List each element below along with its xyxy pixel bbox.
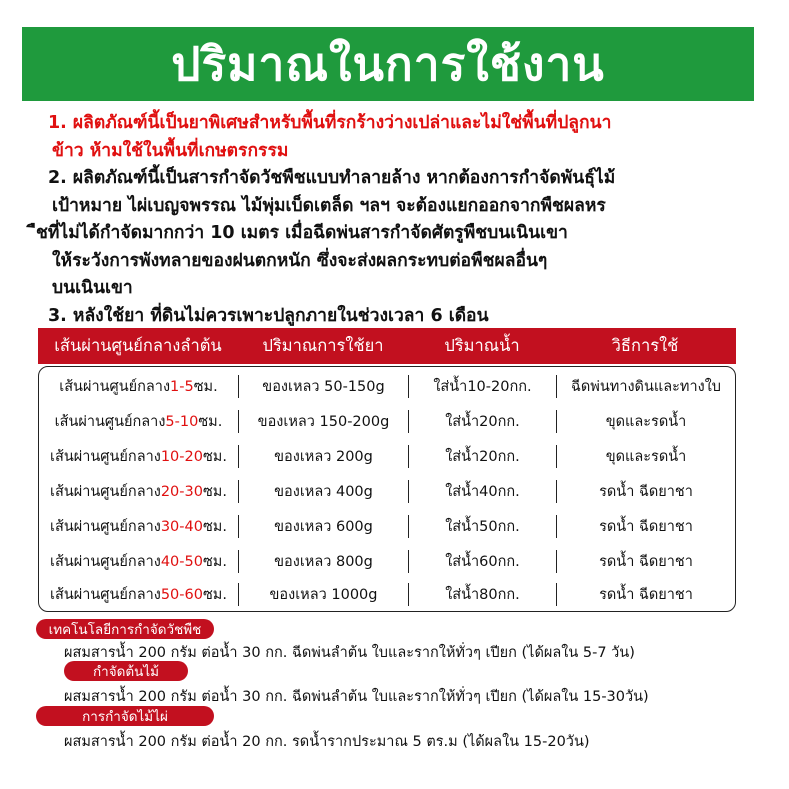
water-cell: ใส่น้ำ60กก. <box>409 550 557 573</box>
table-row <box>39 439 735 473</box>
dose-cell: ของเหลว 400g <box>239 480 409 503</box>
diameter-cell: เส้นผ่านศูนย์กลาง10-20ซม. <box>39 445 239 468</box>
usage-notes <box>36 110 748 330</box>
note-3: 3. หลังใช้ยา ที่ดินไม่ควรเพาะปลูกภายในช่วงเวลา 6 เดือน <box>48 305 489 326</box>
method-cell: รดน้ำ ฉีดยาชา <box>599 483 693 500</box>
table-row <box>39 474 735 508</box>
header-dose: ปริมาณการใช้ยา <box>262 336 384 355</box>
method-label-weed-control: เทคโนโลยีการกำจัดวัชพืช <box>36 619 214 639</box>
method-cell: รดน้ำ ฉีดยาชา <box>599 518 693 535</box>
table-row <box>39 577 735 611</box>
dose-cell: ของเหลว 200g <box>239 445 409 468</box>
dose-cell: ของเหลว 800g <box>239 550 409 573</box>
water-cell: ใส่น้ำ40กก. <box>409 480 557 503</box>
diameter-cell: เส้นผ่านศูนย์กลาง5-10ซม. <box>39 410 239 433</box>
dosage-table <box>38 366 736 612</box>
method-cell: ฉีดพ่นทางดินและทางใบ <box>571 378 721 395</box>
table-row <box>39 404 735 438</box>
diameter-cell: เส้นผ่านศูนย์กลาง20-30ซม. <box>39 480 239 503</box>
note-1-line-1: 1. ผลิตภัณฑ์นี้เป็นยาพิเศษสำหรับพื้นที่รกร้างว่างเปล่าและไม่ใช่พื้นที่ปลูกนา <box>48 113 612 133</box>
note-2-line-5: บนเนินเขา <box>52 278 133 298</box>
water-cell: ใส่น้ำ80กก. <box>409 583 557 606</box>
diameter-cell: เส้นผ่านศูนย์กลาง40-50ซม. <box>39 550 239 573</box>
method-text-tree-removal: ผสมสารน้ำ 200 กรัม ต่อน้ำ 30 กก. ฉีดพ่นลำต้น ใบและรากให้ทั่วๆ เปียก (ได้ผลใน 15-30วัน) <box>64 689 649 705</box>
water-cell: ใส่น้ำ20กก. <box>409 410 557 433</box>
diameter-cell: เส้นผ่านศูนย์กลาง1-5ซม. <box>39 375 239 398</box>
dose-cell: ของเหลว 1000g <box>239 583 409 606</box>
dose-cell: ของเหลว 600g <box>239 515 409 538</box>
note-2-line-1: 2. ผลิตภัณฑ์นี้เป็นสารกำจัดวัชพืชแบบทำลายล้าง หากต้องการกำจัดพันธุ์ไม้ <box>48 168 616 188</box>
note-2-line-4: ให้ระวังการพังทลายของฝนตกหนัก ซึ่งจะส่งผลกระทบต่อพืชผลอื่นๆ <box>52 250 548 271</box>
method-text-weed-control: ผสมสารน้ำ 200 กรัม ต่อน้ำ 30 กก. ฉีดพ่นลำต้น ใบและรากให้ทั่วๆ เปียก (ได้ผลใน 5-7 วัน) <box>64 645 635 661</box>
method-text-bamboo-removal: ผสมสารน้ำ 200 กรัม ต่อน้ำ 20 กก. รดน้ำรากประมาณ 5 ตร.ม (ได้ผลใน 15-20วัน) <box>64 734 590 750</box>
note-2-line-3: ืชที่ไม่ได้กำจัดมากกว่า 10 เมตร เมื่อฉีดพ่นสารกำจัดศัตรูพืชบนเนินเขา <box>36 223 568 243</box>
method-cell: รดน้ำ ฉีดยาชา <box>599 586 693 603</box>
method-cell: ขุดและรดน้ำ <box>605 448 687 465</box>
dose-cell: ของเหลว 50-150g <box>239 375 409 398</box>
note-1-line-2: ข้าว ห้ามใช้ในพื้นที่เกษตรกรรม <box>52 140 289 161</box>
page-title: ปริมาณในการใช้งาน <box>171 36 605 91</box>
method-cell: รดน้ำ ฉีดยาชา <box>599 553 693 570</box>
title-banner <box>22 27 754 101</box>
header-diameter: เส้นผ่านศูนย์กลางลำต้น <box>54 336 222 355</box>
diameter-cell: เส้นผ่านศูนย์กลาง50-60ซม. <box>39 583 239 606</box>
dose-cell: ของเหลว 150-200g <box>239 410 409 433</box>
table-row <box>39 369 735 403</box>
header-method: วิธีการใช้ <box>611 336 679 355</box>
dosage-table-header <box>38 328 736 364</box>
diameter-cell: เส้นผ่านศูนย์กลาง30-40ซม. <box>39 515 239 538</box>
table-row <box>39 544 735 578</box>
table-row <box>39 509 735 543</box>
water-cell: ใส่น้ำ20กก. <box>409 445 557 468</box>
note-2-line-2: เป้าหมาย ไผ่เบญจพรรณ ไม้พุ่มเบ็ดเตล็ด ฯลฯ จะต้องแยกออกจากพืชผลหร <box>52 195 606 216</box>
header-water: ปริมาณน้ำ <box>444 336 520 355</box>
water-cell: ใส่น้ำ50กก. <box>409 515 557 538</box>
method-label-bamboo-removal: การกำจัดไม้ไผ่ <box>36 706 214 726</box>
water-cell: ใส่น้ำ10-20กก. <box>409 375 557 398</box>
method-cell: ขุดและรดน้ำ <box>605 413 687 430</box>
method-label-tree-removal: กำจัดต้นไม้ <box>64 661 188 681</box>
